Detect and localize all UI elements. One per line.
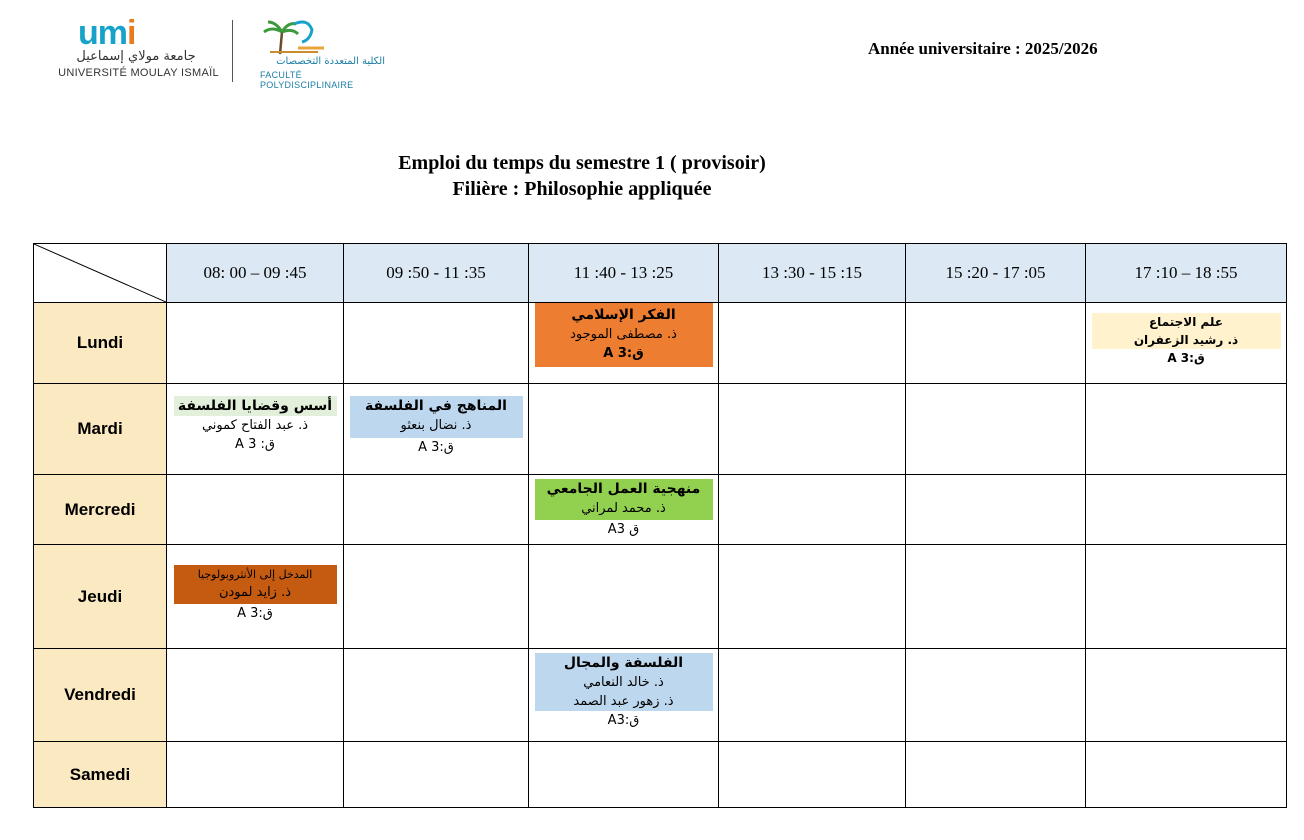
course-cell-lundi-3	[529, 303, 719, 384]
empty-slot	[719, 303, 906, 384]
course-room: ق:A3	[607, 713, 640, 728]
academic-year: Année universitaire : 2025/2026	[868, 39, 1098, 58]
empty-slot	[906, 475, 1086, 545]
course-name: المناهج في الفلسفة	[365, 398, 507, 414]
course-cell-mercredi-3	[529, 475, 719, 545]
course-cell-mardi-1	[167, 384, 344, 475]
course-block	[535, 303, 713, 367]
empty-slot	[529, 545, 719, 649]
course-room: ق A3	[607, 522, 640, 537]
course-block	[535, 653, 713, 730]
empty-slot	[344, 649, 529, 742]
empty-slot	[719, 384, 906, 475]
empty-slot	[1086, 545, 1287, 649]
course-block	[535, 479, 713, 539]
umi-logo-mark: umi	[78, 14, 136, 52]
course-room: ق:3 A	[418, 440, 454, 455]
course-cell-vendredi-3	[529, 649, 719, 742]
faculty-logo	[250, 18, 390, 90]
time-slot-header: 13 :30 - 15 :15	[719, 244, 906, 303]
empty-slot	[719, 742, 906, 808]
page-subtitle: Filière : Philosophie appliquée	[452, 178, 712, 200]
palm-tree-icon	[258, 18, 328, 56]
time-slot-header: 17 :10 – 18 :55	[1086, 244, 1287, 303]
empty-slot	[719, 545, 906, 649]
course-professor: ذ. مصطفى الموجود	[570, 327, 677, 342]
time-slot-header: 11 :40 - 13 :25	[529, 244, 719, 303]
page-title: Emploi du temps du semestre 1 ( provisoir)	[398, 152, 766, 174]
day-label-vendredi: Vendredi	[34, 649, 167, 742]
time-slot-header: 08: 00 – 09 :45	[167, 244, 344, 303]
empty-slot	[529, 742, 719, 808]
day-label-mardi: Mardi	[34, 384, 167, 475]
day-label-jeudi: Jeudi	[34, 545, 167, 649]
course-cell-lundi-6	[1086, 303, 1287, 384]
course-name: المدخل إلى الأنثروبولوجيا	[197, 568, 313, 581]
empty-slot	[1086, 384, 1287, 475]
course-professor: ذ. نضال بنعثو	[400, 418, 472, 433]
day-label-samedi: Samedi	[34, 742, 167, 808]
course-professor: ذ. محمد لمراني	[581, 501, 666, 516]
course-professor-2: ذ. زهور عبد الصمد	[573, 694, 674, 709]
empty-slot	[344, 303, 529, 384]
empty-slot	[529, 384, 719, 475]
course-professor: ذ. عبد الفتاح كموني	[201, 418, 309, 433]
time-slot-header: 15 :20 - 17 :05	[906, 244, 1086, 303]
course-room: ق:3 A	[1167, 351, 1205, 365]
diagonal-line	[34, 244, 166, 302]
course-name: أسس وقضايا الفلسفة	[174, 396, 337, 416]
course-room: ق:3 A	[237, 606, 273, 621]
empty-slot	[906, 649, 1086, 742]
course-name: الفلسفة والمجال	[563, 655, 684, 671]
empty-slot	[1086, 649, 1287, 742]
day-label-mercredi: Mercredi	[34, 475, 167, 545]
course-cell-jeudi-1	[167, 545, 344, 649]
empty-slot	[167, 475, 344, 545]
course-block	[1092, 313, 1281, 367]
empty-slot	[167, 303, 344, 384]
course-room: ق: 3 A	[235, 437, 275, 452]
course-professor: ذ. رشيد الزعفران	[1133, 333, 1239, 347]
university-logo	[56, 16, 236, 86]
empty-slot	[906, 742, 1086, 808]
empty-slot	[167, 742, 344, 808]
course-name: منهجية العمل الجامعي	[546, 481, 701, 497]
course-block	[350, 396, 523, 457]
course-professor: ذ. خالد النعامي	[583, 675, 664, 690]
empty-slot	[344, 742, 529, 808]
umi-logo-french: UNIVERSITÉ MOULAY ISMAÏL	[58, 67, 219, 79]
course-room: ق:3 A	[603, 346, 644, 361]
empty-slot	[167, 649, 344, 742]
time-slot-header: 09 :50 - 11 :35	[344, 244, 529, 303]
empty-slot	[344, 545, 529, 649]
day-label-lundi: Lundi	[34, 303, 167, 384]
course-professor: ذ. زايد لمودن	[218, 585, 292, 600]
empty-slot	[1086, 742, 1287, 808]
empty-slot	[906, 303, 1086, 384]
empty-slot	[1086, 475, 1287, 545]
timetable	[33, 243, 1287, 808]
umi-logo-arabic: جامعة مولاي إسماعيل	[76, 49, 196, 64]
course-block	[174, 396, 337, 454]
course-cell-mardi-2	[344, 384, 529, 475]
course-name: علم الاجتماع	[1148, 315, 1224, 329]
empty-slot	[344, 475, 529, 545]
fp-logo-arabic: الكلية المتعددة التخصصات	[276, 56, 385, 67]
course-block	[174, 565, 337, 623]
empty-slot	[719, 649, 906, 742]
logo-divider	[232, 20, 233, 82]
empty-slot	[719, 475, 906, 545]
empty-slot	[906, 384, 1086, 475]
course-name: الفكر الإسلامي	[571, 307, 676, 323]
empty-slot	[906, 545, 1086, 649]
corner-cell	[34, 244, 167, 303]
fp-logo-french: FACULTÉ POLYDISCIPLINAIRE	[260, 70, 354, 90]
